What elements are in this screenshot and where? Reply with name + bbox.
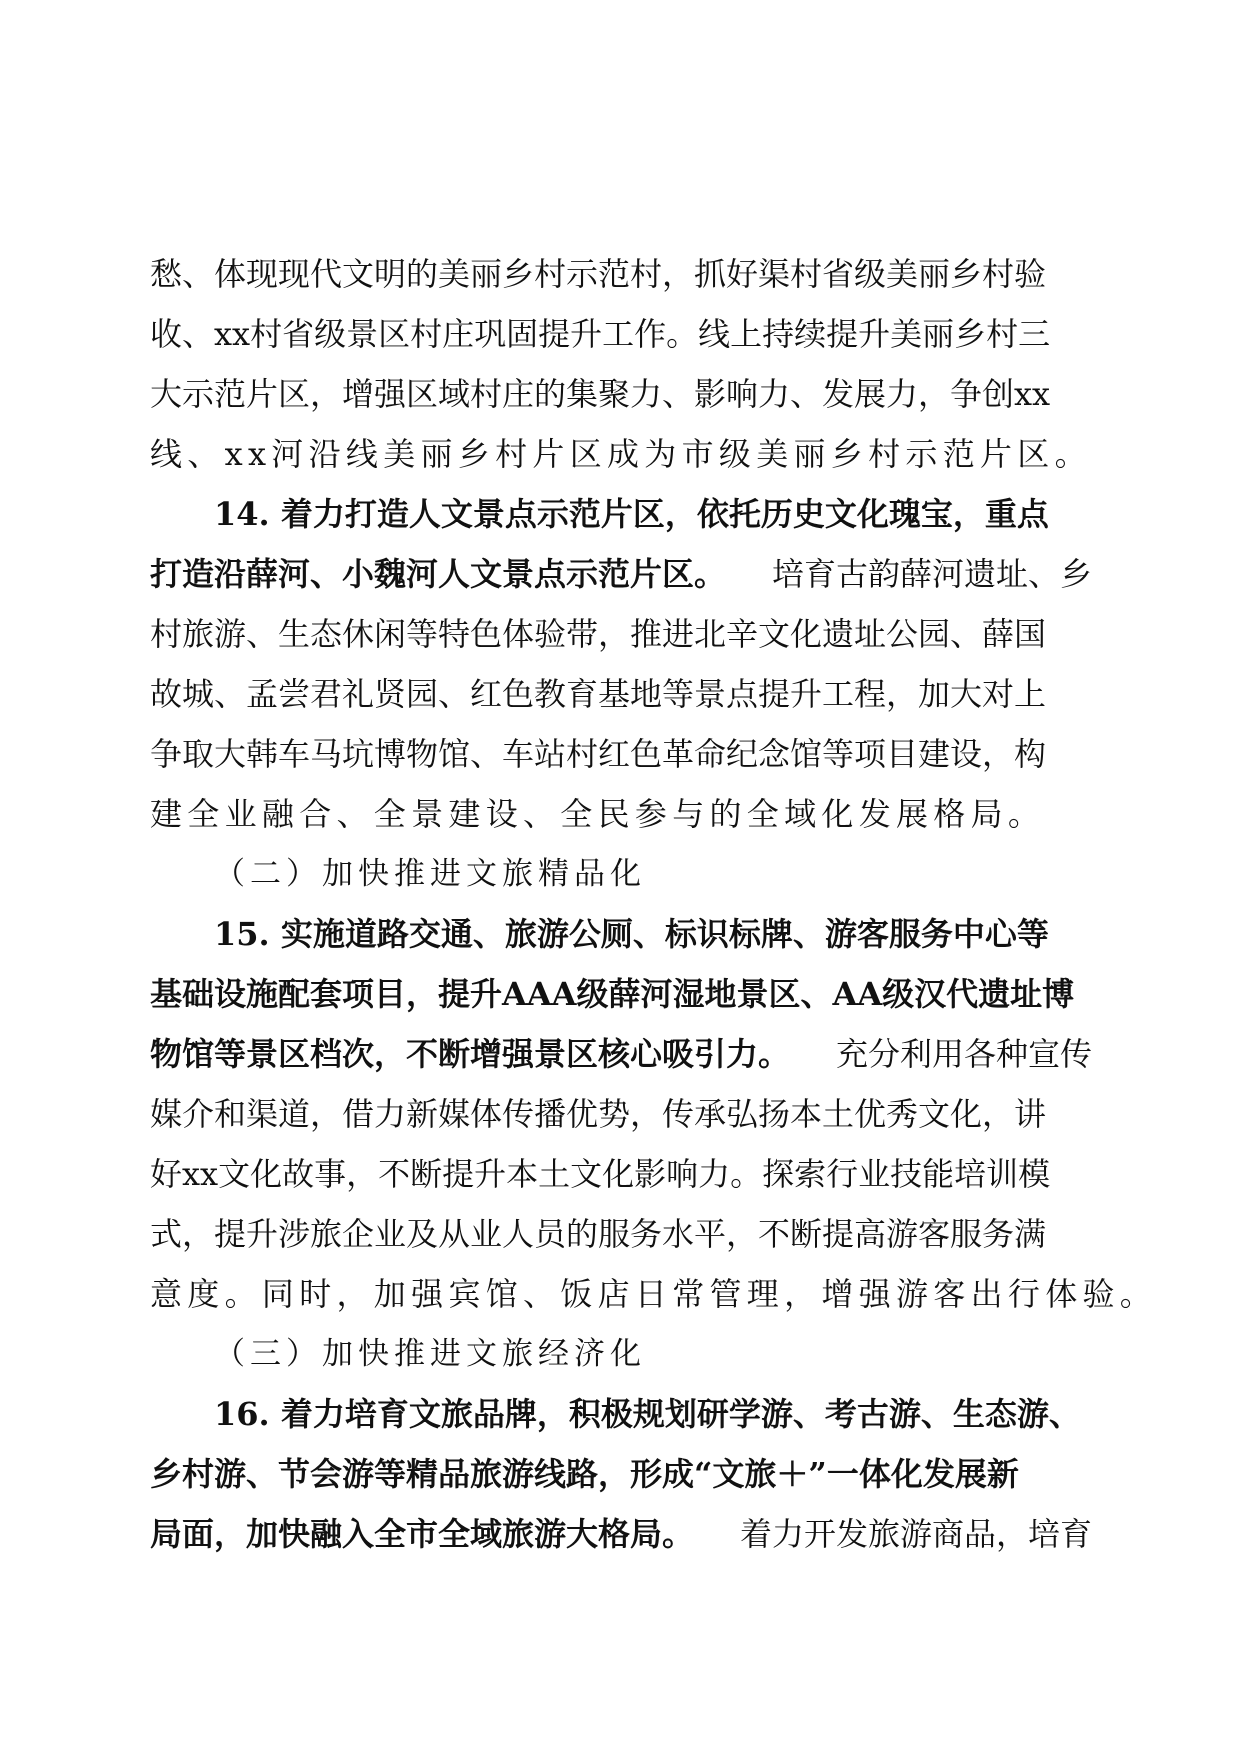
text-line [150, 604, 1092, 664]
text-line [150, 784, 1092, 844]
text-segment: 意度。同时，加强宾馆、饭店日常管理，增强游客出行体验。 [150, 1275, 1158, 1313]
bold-segment: 物馆等景区档次，不断增强景区核心吸引力。 [150, 1035, 791, 1073]
text-segment: 充分利用各种宣传 [835, 1035, 1092, 1073]
text-line [150, 544, 1092, 604]
text-segment: 式，提升涉旅企业及从业人员的服务水平，不断提高游客服务满 [150, 1215, 1047, 1253]
bold-segment: 局面，加快融入全市全域旅游大格局。 [150, 1515, 695, 1553]
bold-segment: 基础设施配套项目，提升AAA级薛河湿地景区、AA级汉代遗址博 [150, 975, 1075, 1013]
text-line [150, 424, 1092, 484]
text-line [150, 724, 1092, 784]
subsection-title: （三）加快推进文旅经济化 [214, 1336, 646, 1372]
bold-segment: 乡村游、节会游等精品旅游线路，形成“文旅＋”一体化发展新 [150, 1455, 1019, 1493]
text-line [150, 1144, 1092, 1204]
section-heading-14: 14. 着力打造人文景点示范片区，依托历史文化瑰宝，重点 [214, 495, 1049, 533]
text-line [150, 964, 1092, 1024]
text-line [150, 364, 1092, 424]
text-segment: 争取大韩车马坑博物馆、车站村红色革命纪念馆等项目建设，构 [150, 735, 1047, 773]
text-segment: 村旅游、生态休闲等特色体验带，推进北辛文化遗址公园、薛国 [150, 615, 1047, 653]
text-segment: 建全业融合、全景建设、全民参与的全域化发展格局。 [150, 795, 1046, 833]
text-line [150, 1264, 1158, 1324]
document-body [150, 244, 1158, 1564]
text-segment: 愁、体现现代文明的美丽乡村示范村，抓好渠村省级美丽乡村验 [150, 255, 1047, 293]
bold-segment: 打造沿薛河、小魏河人文景点示范片区。 [150, 555, 727, 593]
text-segment: 培育古韵薛河遗址、乡 [771, 555, 1092, 593]
section-heading-16: 16. 着力培育文旅品牌，积极规划研学游、考古游、生态游、 [214, 1395, 1081, 1433]
subsection-heading [150, 844, 1092, 904]
text-segment: 好xx文化故事，不断提升本土文化影响力。探索行业技能培训模 [150, 1155, 1051, 1193]
text-segment: 大示范片区，增强区域村庄的集聚力、影响力、发展力，争创xx [150, 375, 1051, 413]
text-segment: 线、xx河沿线美丽乡村片区成为市级美丽乡村示范片区。 [150, 435, 1092, 473]
text-line [150, 1024, 1092, 1084]
text-line [150, 1204, 1092, 1264]
text-line [150, 484, 1092, 544]
text-line [150, 1084, 1092, 1144]
subsection-title: （二）加快推进文旅精品化 [214, 856, 646, 892]
subsection-heading [150, 1324, 1092, 1384]
text-line [150, 1444, 1092, 1504]
text-line [150, 244, 1092, 304]
section-heading-15: 15. 实施道路交通、旅游公厕、标识标牌、游客服务中心等 [214, 915, 1049, 953]
text-line [150, 304, 1092, 364]
text-segment: 收、xx村省级景区村庄巩固提升工作。线上持续提升美丽乡村三 [150, 315, 1051, 353]
text-line [150, 1504, 1092, 1564]
text-segment: 媒介和渠道，借力新媒体传播优势，传承弘扬本土优秀文化，讲 [150, 1095, 1047, 1133]
text-segment: 故城、孟尝君礼贤园、红色教育基地等景点提升工程，加大对上 [150, 675, 1047, 713]
text-line [150, 904, 1092, 964]
text-line [150, 1384, 1092, 1444]
text-line [150, 664, 1092, 724]
text-segment: 着力开发旅游商品，培育 [739, 1515, 1092, 1553]
